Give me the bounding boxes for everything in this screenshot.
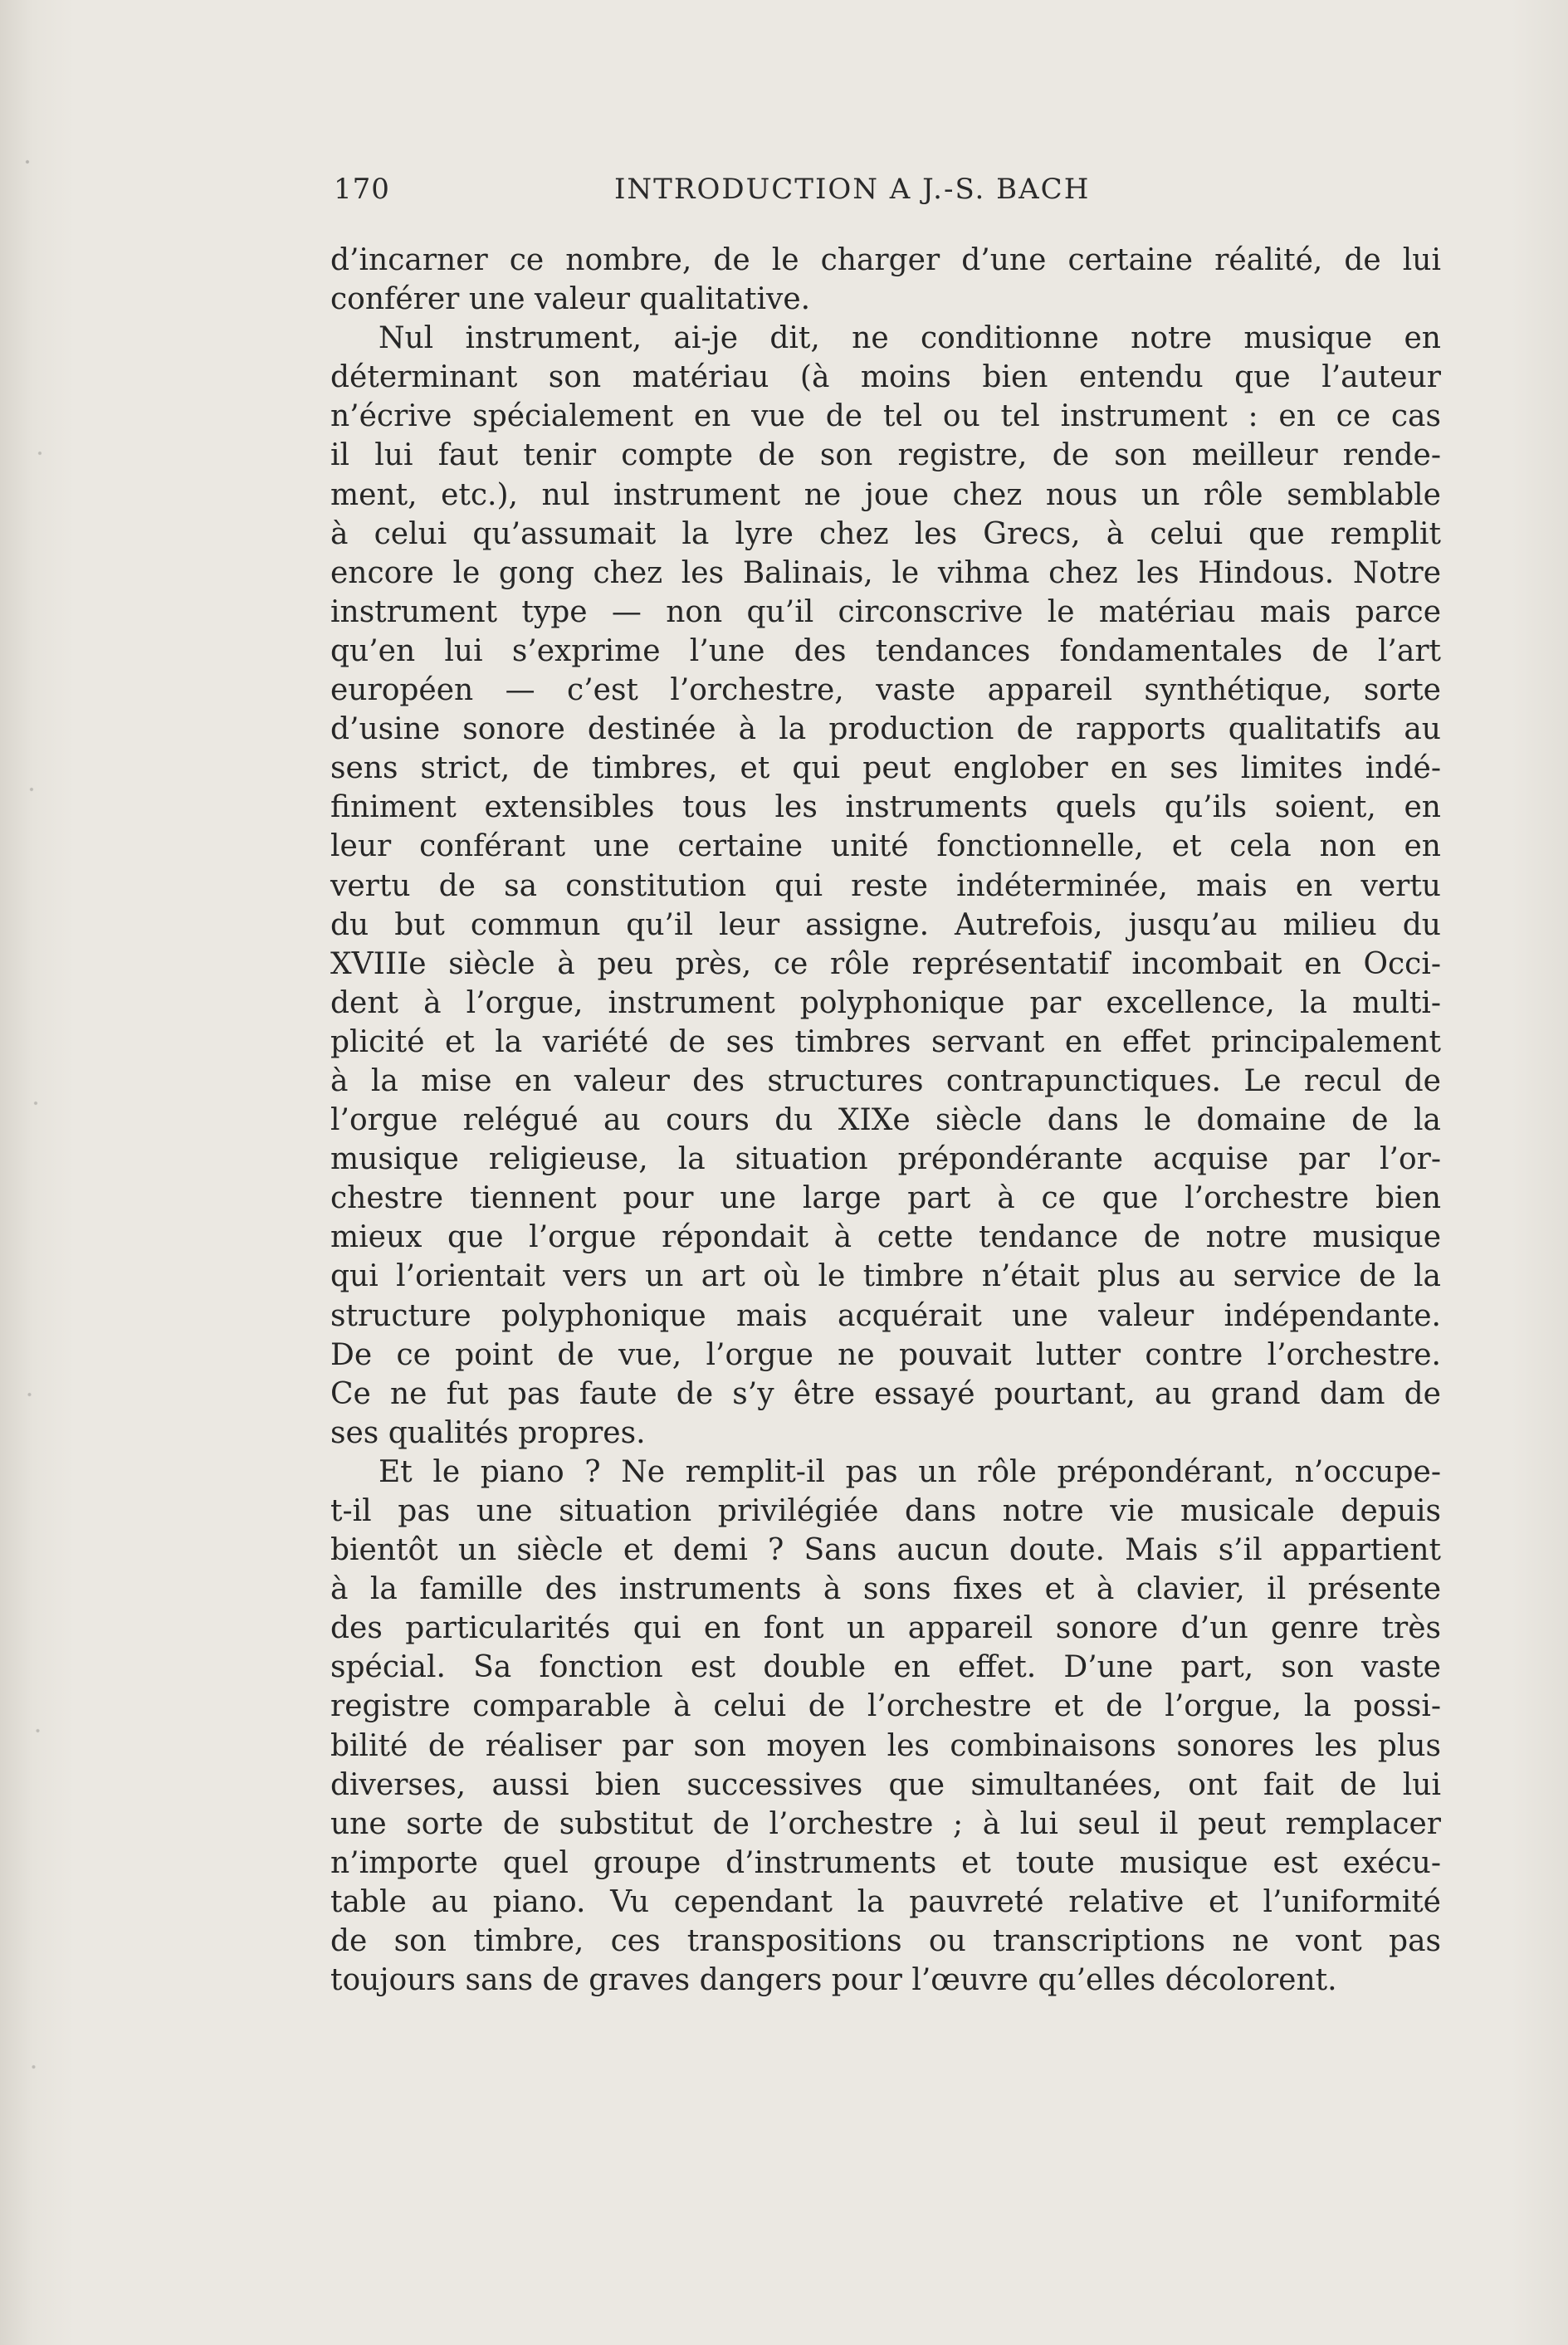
text-line: registre comparable à celui de l’orchestre et de l’orgue, la possi- <box>330 1689 1441 1724</box>
text-line: toujours sans de graves dangers pour l’œuvre qu’elles décolorent. <box>330 1963 1337 1998</box>
text-line: XVIIIe siècle à peu près, ce rôle représentatif incombait en Occi- <box>330 946 1441 981</box>
text-line: plicité et la variété de ses timbres servant en effet principalement <box>330 1024 1441 1059</box>
text-line: finiment extensibles tous les instruments quels qu’ils soient, en <box>330 790 1441 825</box>
text-line: Nul instrument, ai-je dit, ne conditionne notre musique en <box>379 321 1441 356</box>
text-line: déterminant son matériau (à moins bien entendu que l’auteur <box>330 360 1441 395</box>
text-line: table au piano. Vu cependant la pauvreté relative et l’uniformité <box>330 1884 1441 1919</box>
text-line: bilité de réaliser par son moyen les combinaisons sonores les plus <box>330 1728 1441 1763</box>
text-line: à la famille des instruments à sons fixes et à clavier, il présente <box>330 1572 1441 1607</box>
text-line: à celui qu’assumait la lyre chez les Grecs, à celui que remplit <box>330 516 1441 551</box>
body-text <box>330 241 1441 2000</box>
text-line: européen — c’est l’orchestre, vaste appareil synthétique, sorte <box>330 673 1441 708</box>
text-line: n’écrive spécialement en vue de tel ou tel instrument : en ce cas <box>330 399 1441 434</box>
text-line: mieux que l’orgue répondait à cette tendance de notre musique <box>330 1220 1441 1255</box>
text-line: qui l’orientait vers un art où le timbre n’était plus au service de la <box>330 1259 1441 1294</box>
text-line: n’importe quel groupe d’instruments et toute musique est exécu- <box>330 1845 1441 1880</box>
running-header <box>334 173 1238 219</box>
text-line: du but commun qu’il leur assigne. Autrefois, jusqu’au milieu du <box>330 907 1441 942</box>
text-line: il lui faut tenir compte de son registre, de son meilleur rende- <box>330 438 1441 473</box>
text-line: ses qualités propres. <box>330 1415 646 1450</box>
text-line: instrument type — non qu’il circonscrive le matériau mais parce <box>330 594 1441 629</box>
text-line: Ce ne fut pas faute de s’y être essayé pourtant, au grand dam de <box>330 1376 1441 1411</box>
page-gutter-binding <box>15 50 56 2291</box>
text-line: dent à l’orgue, instrument polyphonique par excellence, la multi- <box>330 985 1441 1020</box>
text-line: qu’en lui s’exprime l’une des tendances fondamentales de l’art <box>330 633 1441 668</box>
text-line: à la mise en valeur des structures contrapunctiques. Le recul de <box>330 1063 1441 1098</box>
text-line: ment, etc.), nul instrument ne joue chez nous un rôle semblable <box>330 477 1441 512</box>
text-line: des particularités qui en font un appareil sonore d’un genre très <box>330 1611 1441 1646</box>
text-line: t-il pas une situation privilégiée dans notre vie musicale depuis <box>330 1494 1441 1528</box>
text-line: leur conférant une certaine unité fonctionnelle, et cela non en <box>330 829 1441 864</box>
text-line: De ce point de vue, l’orgue ne pouvait lutter contre l’orchestre. <box>330 1337 1441 1372</box>
text-line: bientôt un siècle et demi ? Sans aucun doute. Mais s’il appartient <box>330 1533 1441 1568</box>
text-line: diverses, aussi bien successives que simultanées, ont fait de lui <box>330 1767 1441 1802</box>
text-line: spécial. Sa fonction est double en effet. D’une part, son vaste <box>330 1650 1441 1685</box>
page-number: 170 <box>334 173 390 206</box>
running-title: INTRODUCTION A J.-S. BACH <box>614 173 1091 206</box>
text-line: de son timbre, ces transpositions ou transcriptions ne vont pas <box>330 1924 1441 1959</box>
text-line: d’usine sonore destinée à la production de rapports qualitatifs au <box>330 712 1441 747</box>
text-line: l’orgue relégué au cours du XIXe siècle dans le domaine de la <box>330 1103 1441 1138</box>
text-line: vertu de sa constitution qui reste indéterminée, mais en vertu <box>330 868 1441 903</box>
text-line: encore le gong chez les Balinais, le vihma chez les Hindous. Notre <box>330 555 1441 590</box>
text-line: Et le piano ? Ne remplit-il pas un rôle prépondérant, n’occupe- <box>379 1454 1441 1489</box>
text-line: musique religieuse, la situation prépondérante acquise par l’or- <box>330 1142 1441 1177</box>
text-line: d’incarner ce nombre, de le charger d’une certaine réalité, de lui <box>330 243 1441 277</box>
text-line: chestre tiennent pour une large part à ce que l’orchestre bien <box>330 1181 1441 1216</box>
text-line: structure polyphonique mais acquérait une valeur indépendante. <box>330 1298 1441 1333</box>
text-line: une sorte de substitut de l’orchestre ; à lui seul il peut remplacer <box>330 1806 1441 1841</box>
text-line: sens strict, de timbres, et qui peut englober en ses limites indé- <box>330 751 1441 786</box>
text-line: conférer une valeur qualitative. <box>330 282 811 317</box>
